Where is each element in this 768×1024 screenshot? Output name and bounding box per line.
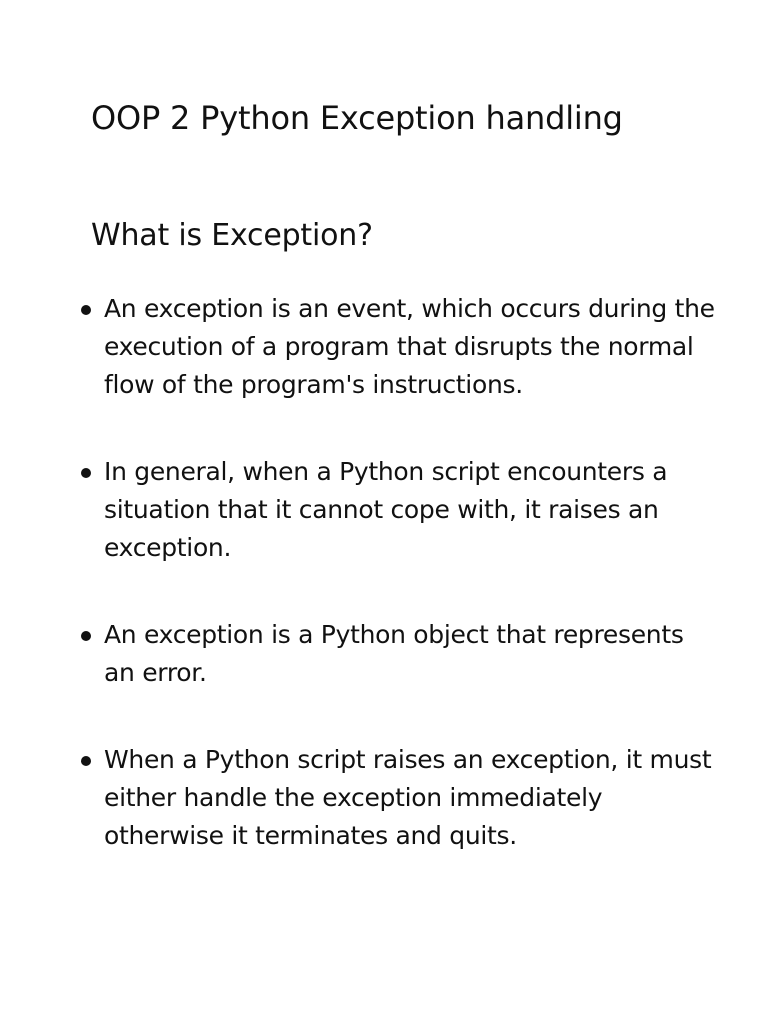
section-heading: What is Exception? [91,218,373,253]
bullet-text: An exception is an event, which occurs during the execution of a program that disrupts the normal flow of the program's instructions. [104,294,715,399]
bullet-item [76,741,716,855]
bullet-icon [81,305,91,315]
bullet-text: In general, when a Python script encounters a situation that it cannot cope with, it raises an exception. [104,457,668,562]
bullet-icon [81,468,91,478]
bullet-item [76,290,716,404]
bullet-item [76,453,716,567]
bullet-text: An exception is a Python object that represents an error. [104,620,684,687]
bullet-text: When a Python script raises an exception, it must either handle the exception immediately otherwise it terminates and quits. [104,745,712,850]
bullet-list [76,290,716,855]
bullet-icon [81,756,91,766]
bullet-item [76,616,716,692]
bullet-icon [81,631,91,641]
document-title: OOP 2 Python Exception handling [91,99,623,137]
